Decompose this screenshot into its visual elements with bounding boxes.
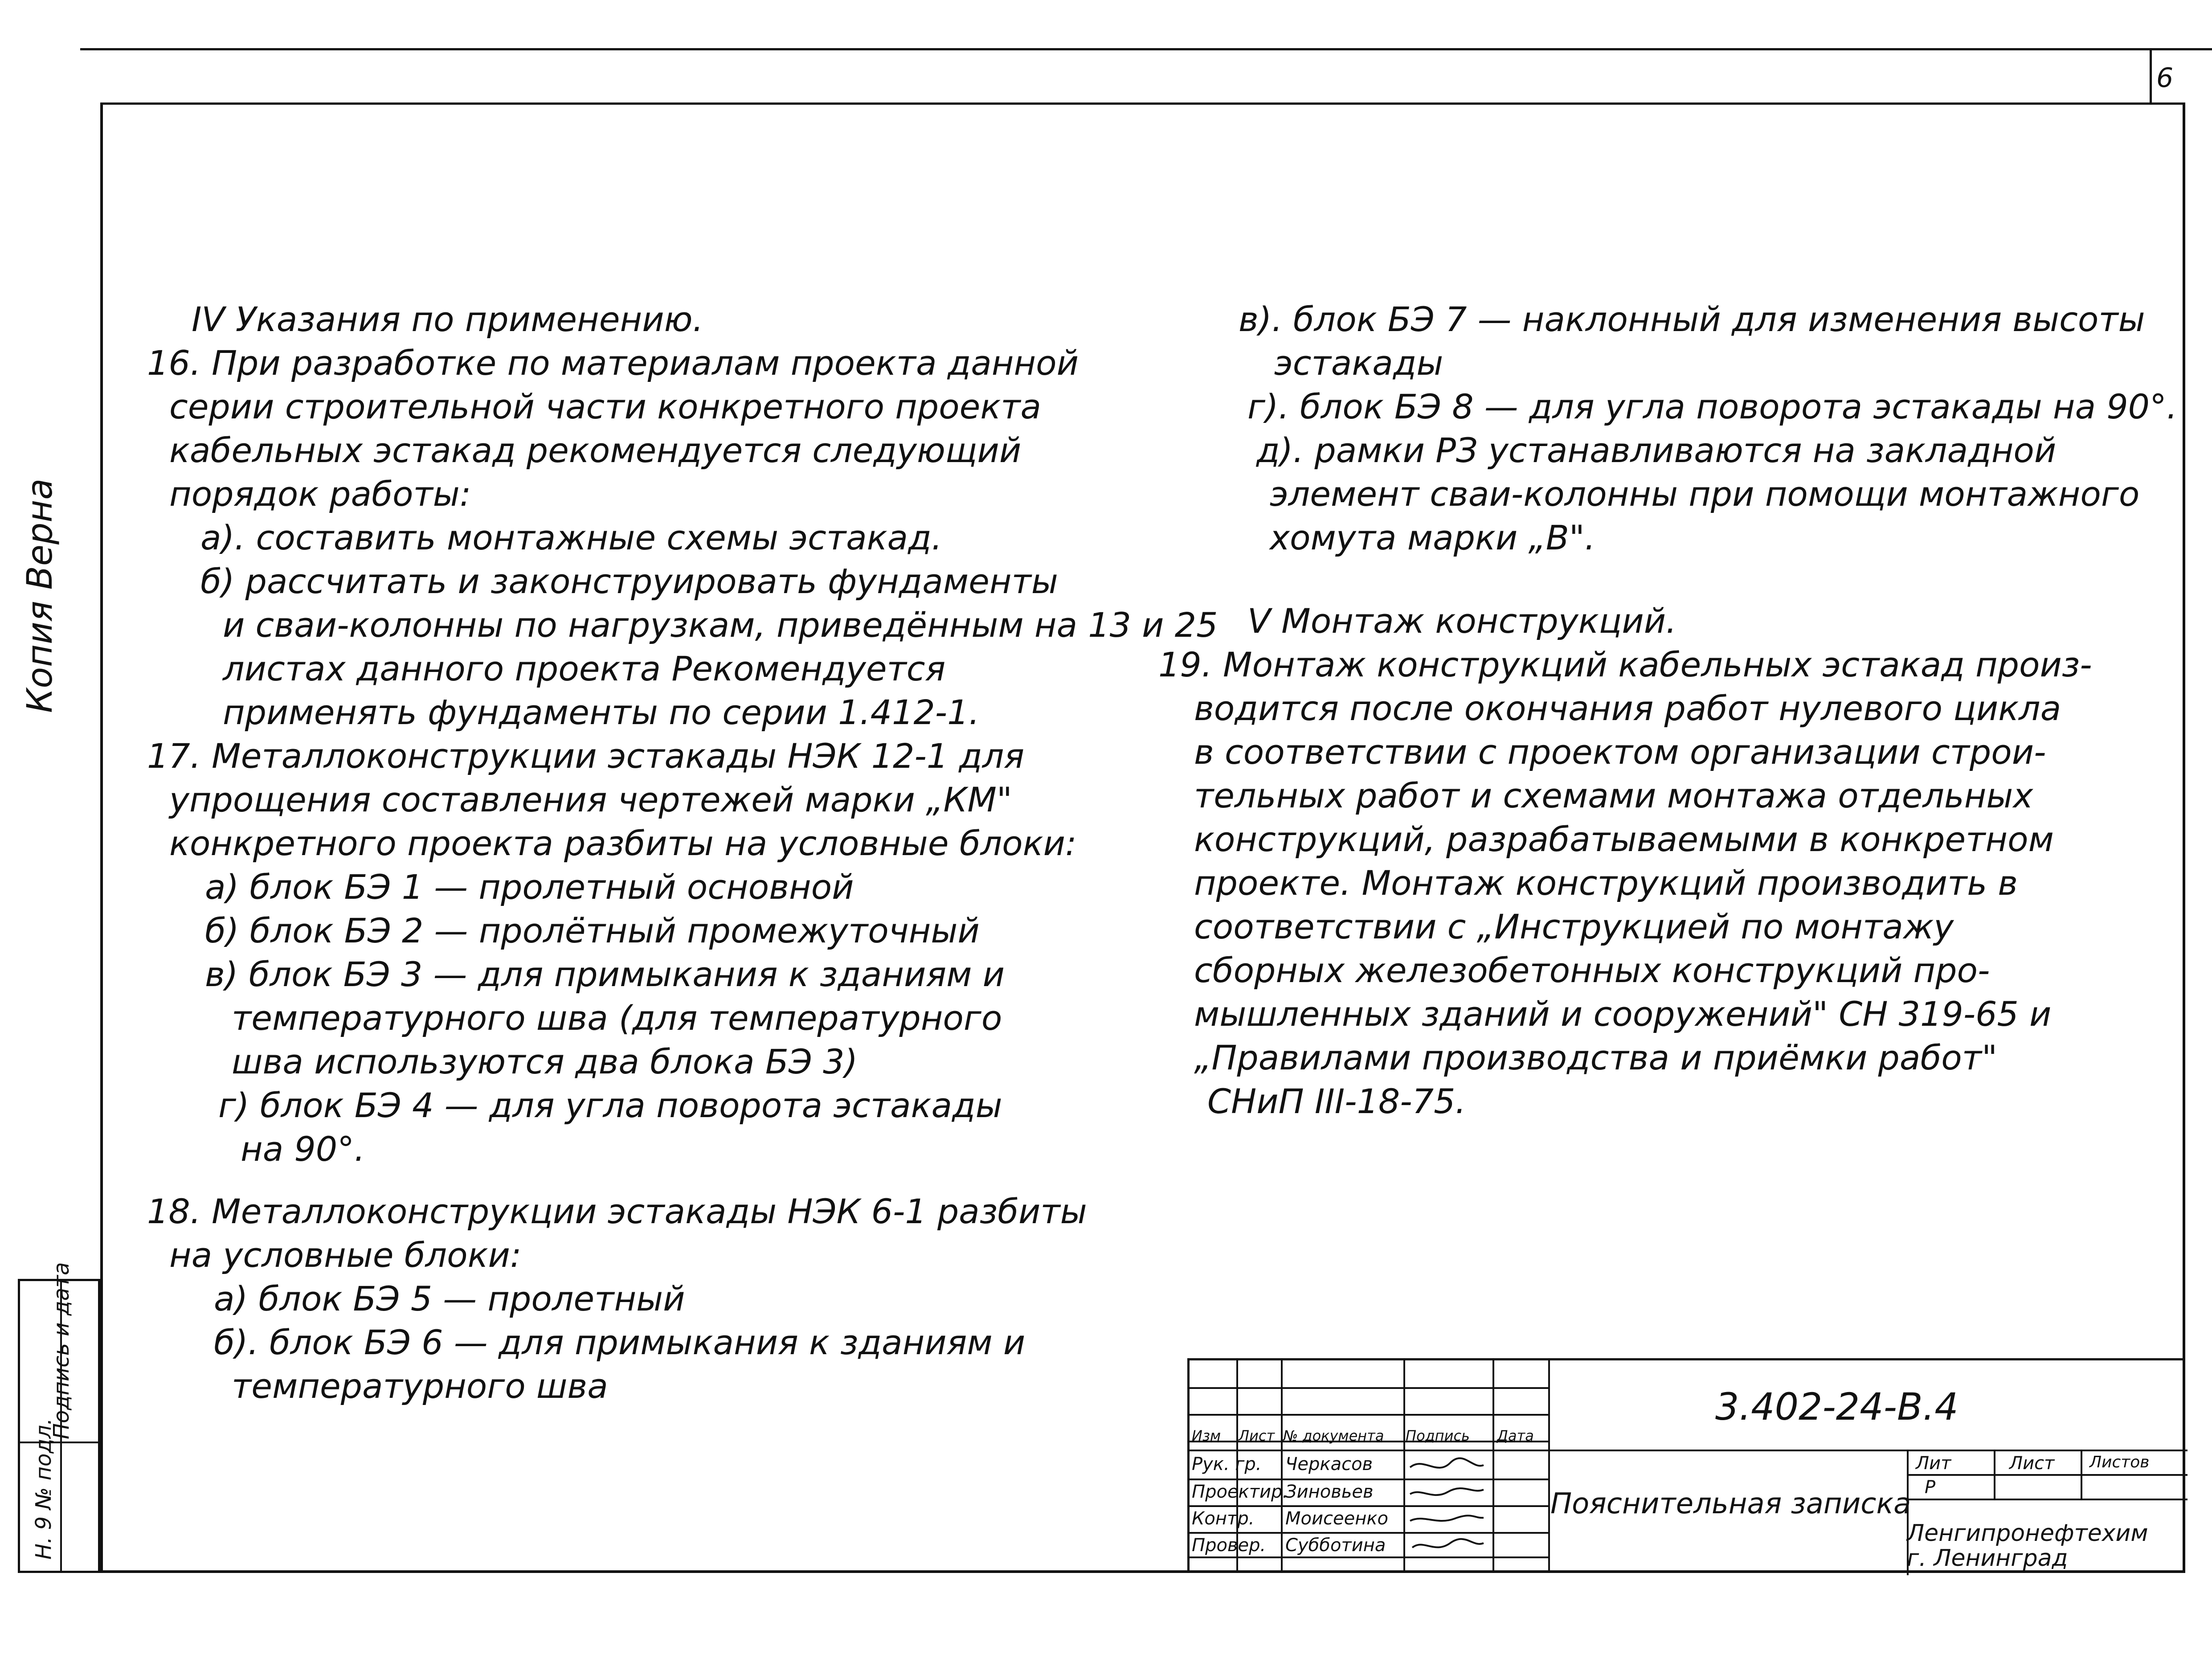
text-line: мышленных зданий и сооружений" СН 319-65 и [1194, 994, 2052, 1034]
listov-header: Листов [2089, 1453, 2150, 1471]
text-line: СНиП III-18-75. [1207, 1081, 1466, 1121]
copy-verified-note: Копия Верна [20, 478, 60, 713]
text-line: 18. Металлоконструкции эстакады НЭК 6-1 разбиты [147, 1192, 1087, 1231]
text-line: на условные блоки: [169, 1235, 522, 1275]
text-line: г). блок БЭ 8 — для угла поворота эстакады на 90°. [1247, 387, 2178, 426]
text-line: и сваи-колонны по нагрузкам, приведённым на 13 и 25 [223, 605, 1218, 645]
text-line: сборных железобетонных конструкций про- [1194, 950, 1990, 990]
stamp-signature-date: Подпись и дата [49, 1262, 74, 1439]
role-name: Моисеенко [1285, 1508, 1388, 1529]
top-rule [80, 48, 2212, 50]
text-line: эстакады [1274, 343, 1443, 383]
sheet-number: 6 [2156, 62, 2174, 94]
text-line: элемент сваи-колонны при помощи монтажного [1270, 474, 2140, 514]
organization-city: г. Ленинград [1907, 1545, 2068, 1572]
title-block [1187, 1358, 2185, 1573]
text-line: упрощения составления чертежей марки „КМ" [169, 780, 1012, 819]
role-name: Зиновьев [1285, 1482, 1374, 1502]
text-line: проекте. Монтаж конструкций производить в [1194, 863, 2018, 903]
text-line: соответствии с „Инструкцией по монтажу [1194, 907, 1954, 946]
lit-value: Р [1925, 1477, 1936, 1498]
right-column-top [1239, 298, 2177, 560]
text-line: д). рамки РЗ устанавливаются на закладной [1256, 430, 2057, 470]
header-doc: № документа [1283, 1427, 1384, 1444]
header-izm: Изм [1192, 1427, 1221, 1444]
text-line: „Правилами производства и приёмки работ" [1194, 1038, 1998, 1077]
lit-header: Лит [1916, 1453, 1951, 1474]
role-label: Провер. [1192, 1535, 1266, 1556]
text-line: температурного шва [232, 1366, 608, 1406]
text-line: б) рассчитать и законструировать фундаменты [200, 561, 1058, 601]
right-column-section5 [1158, 599, 2092, 1123]
left-column-item18 [147, 1190, 1087, 1408]
text-line: 19. Монтаж конструкций кабельных эстакад произ- [1158, 645, 2092, 684]
organization-name: Ленгипронефтехим [1907, 1520, 2148, 1547]
text-line: г) блок БЭ 4 — для угла поворота эстакады [218, 1085, 1002, 1125]
text-line: кабельных эстакад рекомендуется следующий [169, 430, 1022, 470]
list-header: Лист [2009, 1453, 2055, 1474]
section5-title: V Монтаж конструкций. [1247, 601, 1677, 641]
stamp-inventory-number: Н. 9 № подл. [31, 1418, 56, 1560]
signature-marks [1406, 1452, 1490, 1559]
text-line: листах данного проекта Рекомендуется [223, 649, 946, 688]
text-line: б). блок БЭ 6 — для примыкания к зданиям и [214, 1323, 1026, 1362]
text-line: а) блок БЭ 1 — пролетный основной [205, 867, 854, 907]
text-line: применять фундаменты по серии 1.412-1. [223, 692, 980, 732]
role-label: Проектир. [1192, 1482, 1288, 1502]
text-line: тельных работ и схемами монтажа отдельных [1194, 776, 2033, 815]
header-list: Лист [1239, 1427, 1275, 1444]
document-code: 3.402-24-В.4 [1715, 1385, 1958, 1429]
role-name: Черкасов [1285, 1454, 1373, 1474]
organization [1907, 1521, 2148, 1571]
text-line: конструкций, разрабатываемыми в конкретном [1194, 819, 2054, 859]
header-sign: Подпись [1406, 1427, 1470, 1444]
role-label: Контр. [1192, 1508, 1255, 1529]
header-date: Дата [1497, 1427, 1534, 1444]
text-line: порядок работы: [169, 474, 471, 514]
text-line: в соответствии с проектом организации строи- [1194, 732, 2046, 772]
text-line: шва используются два блока БЭ 3) [232, 1042, 858, 1081]
text-line: водится после окончания работ нулевого цикла [1194, 688, 2061, 728]
text-line: на 90°. [241, 1129, 365, 1169]
text-line: в). блок БЭ 7 — наклонный для изменения высоты [1239, 299, 2145, 339]
text-line: а). составить монтажные схемы эстакад. [200, 518, 942, 557]
text-line: 16. При разработке по материалам проекта данной [147, 343, 1079, 383]
left-column [147, 298, 1218, 1171]
section4-title: IV Указания по применению. [192, 299, 703, 339]
text-line: хомута марки „В". [1270, 518, 1596, 557]
role-label: Рук. гр. [1192, 1454, 1262, 1474]
text-line: а) блок БЭ 5 — пролетный [214, 1279, 685, 1319]
text-line: конкретного проекта разбиты на условные блоки: [169, 823, 1077, 863]
document-title: Пояснительная записка [1550, 1487, 1911, 1520]
frame-top-line [100, 102, 2185, 105]
role-name: Субботина [1285, 1535, 1386, 1556]
text-line: температурного шва (для температурного [232, 998, 1002, 1038]
text-line: 17. Металлоконструкции эстакады НЭК 12-1 для [147, 736, 1025, 776]
text-line: в) блок БЭ 3 — для примыкания к зданиям и [205, 954, 1005, 994]
text-line: б) блок БЭ 2 — пролётный промежуточный [205, 911, 980, 950]
text-line: серии строительной части конкретного проекта [169, 387, 1042, 426]
